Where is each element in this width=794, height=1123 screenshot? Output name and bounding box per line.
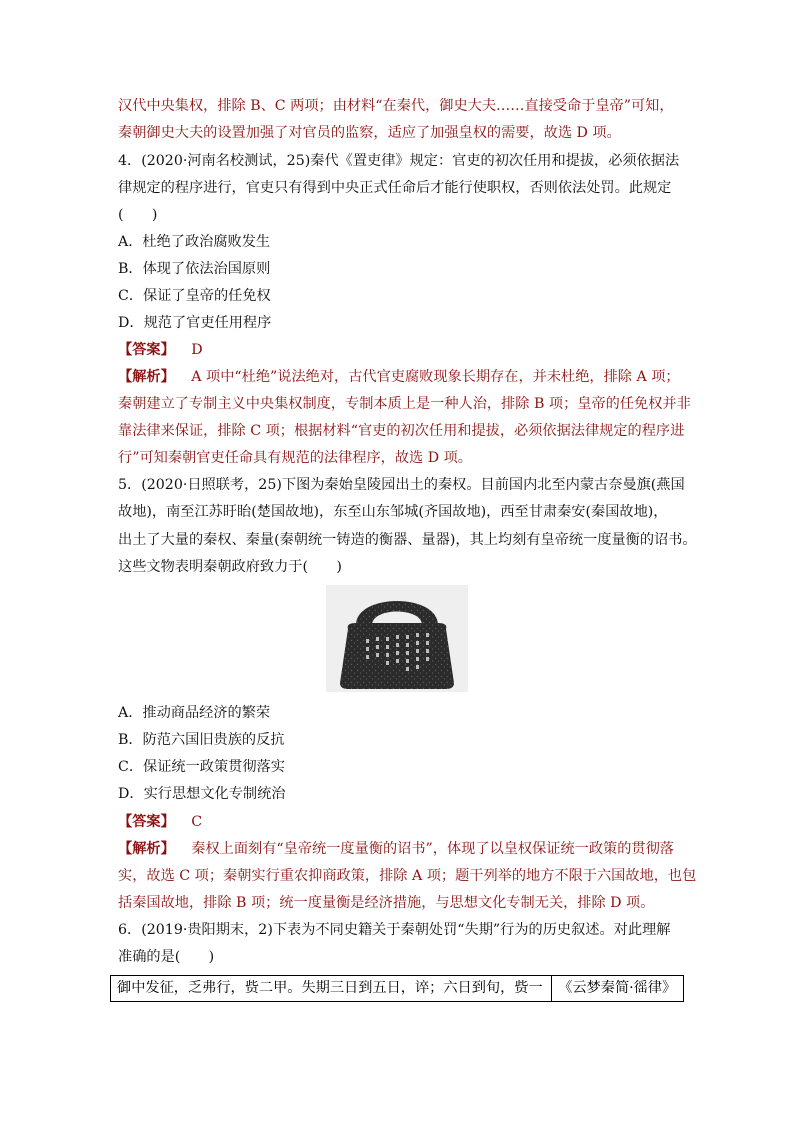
q4-stem-line: 4．(2020·河南名校测试，25)秦代《置吏律》规定：官吏的初次任用和提拔，必须依据法 xyxy=(118,153,680,169)
analysis-text: A 项中“杜绝”说法绝对，古代官吏腐败现象长期存在，并未杜绝，排除 A 项； xyxy=(191,369,680,385)
table-row xyxy=(111,976,684,1002)
q4-analysis-line: 靠法律来保证，排除 C 项；根据材料“官吏的初次任用和提拔，必须依据法律规定的程序进 xyxy=(118,423,685,439)
q6-stem-line: 准确的是( ) xyxy=(118,949,215,965)
qin-weight-rubbing-graphic xyxy=(326,585,468,692)
q3-analysis-line: 汉代中央集权，排除 B、C 两项；由材料“在秦代，御史大夫……直接受命于皇帝”可知， xyxy=(118,98,674,114)
q5-stem-line: 这些文物表明秦朝政府致力于( ) xyxy=(118,559,342,575)
q6-stem-line: 6．(2019·贵阳期末，2)下表为不同史籍关于秦朝处罚“失期”行为的历史叙述。对此理解 xyxy=(118,922,671,938)
answer-value: D xyxy=(191,342,203,358)
q5-option-d: D．实行思想文化专制统治 xyxy=(118,786,286,802)
q4-option-a: A．杜绝了政治腐败发生 xyxy=(118,234,271,250)
q5-answer xyxy=(118,812,202,832)
q4-option-c: C．保证了皇帝的任免权 xyxy=(118,288,271,304)
q4-answer xyxy=(118,340,203,360)
q4-analysis-line xyxy=(118,367,680,387)
q3-analysis-line: 秦朝御史大夫的设置加强了对官员的监察，适应了加强皇权的需要，故选 D 项。 xyxy=(118,125,621,141)
table-cell-text: 御中发征，乏弗行，赀二甲。失期三日到五日，谇；六日到旬，赀一 xyxy=(111,976,552,1002)
analysis-label: 【解析】 xyxy=(118,369,175,385)
analysis-text: 秦权上面刻有“皇帝统一度量衡的诏书”，体现了以皇权保证统一政策的贯彻落 xyxy=(191,841,674,857)
q5-stem-line: 故地)，南至江苏盱眙(楚国故地)，东至山东邹城(齐国故地)，西至甘肃秦安(秦国故地)， xyxy=(118,504,668,520)
q4-stem-line: 律规定的程序进行，官吏只有得到中央正式任命后才能行使职权，否则依法处罚。此规定 xyxy=(118,180,672,196)
q6-source-table xyxy=(110,975,684,1002)
q5-analysis-line: 括秦国故地，排除 B 项；统一度量衡是经济措施，与思想文化专制无关，排除 D 项。 xyxy=(118,895,655,911)
q4-analysis-line: 秦朝建立了专制主义中央集权制度，专制本质上是一种人治，排除 B 项；皇帝的任免权并非 xyxy=(118,396,691,412)
table-cell-source: 《云梦秦简·徭律》 xyxy=(552,976,684,1002)
answer-label: 【答案】 xyxy=(118,814,175,830)
qin-weight-rubbing-image xyxy=(326,585,468,692)
answer-value: C xyxy=(191,814,203,830)
analysis-label: 【解析】 xyxy=(118,841,175,857)
q4-analysis-line: 行”可知秦朝官吏任命具有规范的法律程序，故选 D 项。 xyxy=(118,450,472,466)
q5-stem-line: 出土了大量的秦权、秦量(秦朝统一铸造的衡器、量器)，其上均刻有皇帝统一度量衡的诏书。 xyxy=(118,532,697,548)
q5-stem-line: 5．(2020·日照联考，25)下图为秦始皇陵园出土的秦权。目前国内北至内蒙古奈曼旗(燕国 xyxy=(118,477,685,493)
q4-option-b: B．体现了依法治国原则 xyxy=(118,261,271,277)
q4-option-d: D．规范了官吏任用程序 xyxy=(118,315,272,331)
q5-option-a: A．推动商品经济的繁荣 xyxy=(118,705,271,721)
q5-analysis-line xyxy=(118,839,674,859)
q5-analysis-line: 实，故选 C 项；秦朝实行重农抑商政策，排除 A 项；题干列举的地方不限于六国故地，也包 xyxy=(118,868,697,884)
q5-option-b: B．防范六国旧贵族的反抗 xyxy=(118,732,285,748)
q4-stem-line: ( ) xyxy=(118,207,158,223)
q5-option-c: C．保证统一政策贯彻落实 xyxy=(118,759,285,775)
answer-label: 【答案】 xyxy=(118,342,175,358)
